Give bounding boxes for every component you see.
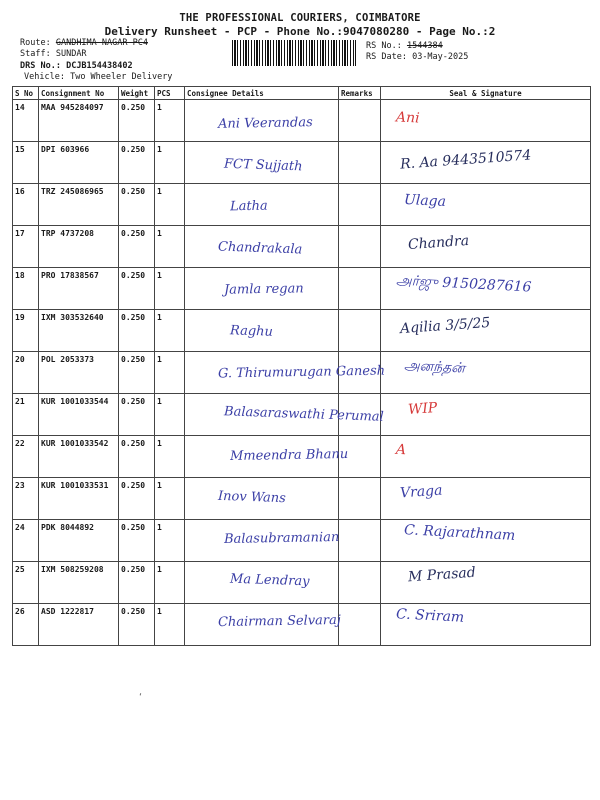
handwritten-consignee: Balasubramanian — [223, 529, 340, 548]
cell-remarks — [339, 100, 381, 142]
company-title: THE PROFESSIONAL COURIERS, COIMBATORE — [179, 12, 421, 24]
cell-remarks — [339, 478, 381, 520]
handwritten-signature: அர்ஜு 9150287616 — [395, 272, 532, 296]
handwritten-signature: Ani — [395, 109, 421, 127]
vehicle-value: Two Wheeler Delivery — [70, 72, 173, 82]
cell-pcs: 1 — [155, 268, 185, 310]
handwritten-consignee: Latha — [229, 198, 268, 215]
cell-remarks — [339, 604, 381, 646]
cell-consignment: PDK 8044892 — [39, 520, 119, 562]
staff-line — [20, 49, 87, 59]
handwritten-consignee: Inov Wans — [217, 488, 287, 506]
col-header-weight: Weight — [119, 87, 155, 100]
cell-weight: 0.250 — [119, 436, 155, 478]
cell-sno: 14 — [13, 100, 39, 142]
cell-pcs: 1 — [155, 142, 185, 184]
cell-consignment: MAA 945284097 — [39, 100, 119, 142]
cell-remarks — [339, 562, 381, 604]
cell-weight: 0.250 — [119, 142, 155, 184]
col-header-remarks: Remarks — [339, 87, 381, 100]
rs-no-line — [366, 41, 443, 51]
handwritten-signature: C. Sriram — [395, 606, 465, 626]
handwritten-consignee: Ma Lendray — [229, 571, 310, 589]
handwritten-consignee: FCT Sujjath — [223, 156, 303, 174]
cell-remarks — [339, 268, 381, 310]
table-row — [13, 310, 591, 352]
cell-weight: 0.250 — [119, 268, 155, 310]
cell-weight: 0.250 — [119, 310, 155, 352]
cell-consignment: TRZ 245086965 — [39, 184, 119, 226]
vehicle-line — [24, 72, 172, 82]
handwritten-signature: A — [395, 441, 407, 459]
cell-sno: 19 — [13, 310, 39, 352]
cell-remarks — [339, 184, 381, 226]
cell-weight: 0.250 — [119, 520, 155, 562]
drs-label: DRS No.: — [20, 61, 61, 71]
route-label: Route: — [20, 38, 51, 48]
cell-consignment: KUR 1001033531 — [39, 478, 119, 520]
table-row — [13, 184, 591, 226]
cell-pcs: 1 — [155, 352, 185, 394]
rs-date-line — [366, 52, 468, 62]
handwritten-consignee: Raghu — [229, 322, 274, 340]
cell-consignment: DPI 603966 — [39, 142, 119, 184]
col-header-signature: Seal & Signature — [381, 87, 591, 100]
cell-consignment: TRP 4737208 — [39, 226, 119, 268]
staff-label: Staff: — [20, 49, 51, 59]
cell-remarks — [339, 142, 381, 184]
col-header-consignment: Consignment No — [39, 87, 119, 100]
route-line — [20, 38, 148, 48]
handwritten-signature: WIP — [407, 399, 438, 418]
cell-pcs: 1 — [155, 604, 185, 646]
cell-sno: 15 — [13, 142, 39, 184]
cell-sno: 21 — [13, 394, 39, 436]
cell-sno: 20 — [13, 352, 39, 394]
rs-no-value: 1544384 — [406, 41, 443, 51]
staff-value: SUNDAR — [55, 49, 87, 59]
cell-remarks — [339, 310, 381, 352]
vehicle-label: Vehicle: — [24, 72, 65, 82]
cell-pcs: 1 — [155, 520, 185, 562]
cell-remarks — [339, 520, 381, 562]
cell-weight: 0.250 — [119, 394, 155, 436]
cell-weight: 0.250 — [119, 100, 155, 142]
cell-consignment: KUR 1001033544 — [39, 394, 119, 436]
handwritten-signature: C. Rajarathnam — [403, 522, 516, 544]
handwritten-signature: M Prasad — [407, 564, 477, 585]
cell-sno: 17 — [13, 226, 39, 268]
cell-weight: 0.250 — [119, 562, 155, 604]
cell-sno: 25 — [13, 562, 39, 604]
cell-pcs: 1 — [155, 226, 185, 268]
cell-signature — [381, 436, 591, 478]
handwritten-consignee: Balasaraswathi Perumal — [223, 403, 384, 425]
barcode — [232, 40, 356, 66]
cell-pcs: 1 — [155, 478, 185, 520]
rs-date-value: 03-May-2025 — [412, 52, 469, 62]
handwritten-signature: Aqilia 3/5/25 — [399, 314, 491, 337]
route-value: GANDHIMA NAGAR PC4 — [55, 38, 148, 48]
handwritten-consignee: Chairman Selvaraj — [217, 612, 341, 631]
stray-mark: ‘ — [138, 692, 143, 701]
handwritten-signature: R. Aa 9443510574 — [399, 146, 532, 173]
cell-pcs: 1 — [155, 436, 185, 478]
cell-weight: 0.250 — [119, 184, 155, 226]
handwritten-consignee: Ani Veerandas — [217, 115, 313, 132]
cell-pcs: 1 — [155, 184, 185, 226]
cell-remarks — [339, 226, 381, 268]
rs-no-label: RS No.: — [366, 41, 402, 51]
cell-weight: 0.250 — [119, 226, 155, 268]
cell-pcs: 1 — [155, 310, 185, 352]
cell-pcs: 1 — [155, 100, 185, 142]
rs-date-label: RS Date: — [366, 52, 407, 62]
cell-pcs: 1 — [155, 562, 185, 604]
cell-weight: 0.250 — [119, 604, 155, 646]
cell-weight: 0.250 — [119, 352, 155, 394]
cell-sno: 24 — [13, 520, 39, 562]
cell-consignment: POL 2053373 — [39, 352, 119, 394]
cell-sno: 16 — [13, 184, 39, 226]
cell-consignment: KUR 1001033542 — [39, 436, 119, 478]
col-header-consignee: Consignee Details — [185, 87, 339, 100]
runsheet-title: Delivery Runsheet - PCP - Phone No.:9047080280 - Page No.:2 — [104, 25, 496, 38]
handwritten-signature: Vraga — [399, 482, 443, 501]
handwritten-signature: Ulaga — [403, 191, 447, 211]
table-row — [13, 478, 591, 520]
cell-sno: 26 — [13, 604, 39, 646]
handwritten-signature: அனந்தன் — [403, 357, 466, 377]
cell-consignment: PRO 17838567 — [39, 268, 119, 310]
cell-weight: 0.250 — [119, 478, 155, 520]
cell-consignment: ASD 1222817 — [39, 604, 119, 646]
handwritten-signature: Chandra — [407, 232, 470, 253]
handwritten-consignee: Mmeendra Bhanu — [229, 446, 349, 465]
handwritten-consignee: Chandrakala — [217, 239, 303, 257]
cell-consignment: IXM 508259208 — [39, 562, 119, 604]
col-header-sno: S No — [13, 87, 39, 100]
cell-pcs: 1 — [155, 394, 185, 436]
cell-sno: 18 — [13, 268, 39, 310]
col-header-pcs: PCS — [155, 87, 185, 100]
cell-sno: 22 — [13, 436, 39, 478]
handwritten-consignee: Jamla regan — [223, 281, 304, 298]
cell-sno: 23 — [13, 478, 39, 520]
handwritten-consignee: G. Thirumurugan Ganesh — [217, 363, 386, 382]
table-header-row — [13, 87, 591, 100]
drs-value: DCJB154438402 — [66, 61, 133, 71]
drs-line — [20, 61, 133, 71]
cell-consignment: IXM 303532640 — [39, 310, 119, 352]
